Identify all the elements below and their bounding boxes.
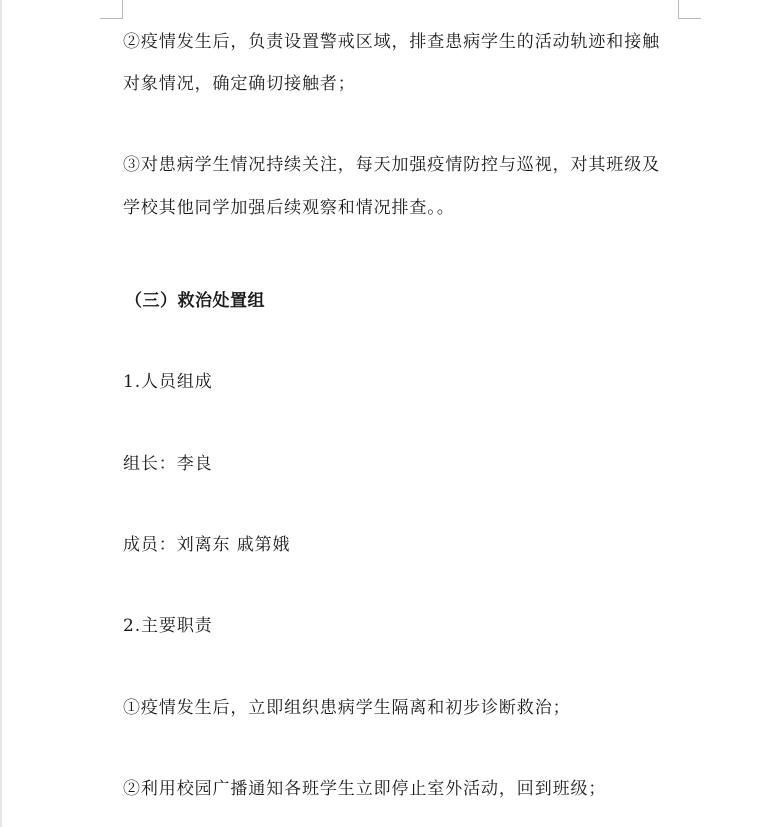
paragraph-line: 学校其他同学加强后续观察和情况排查。。 <box>123 198 455 218</box>
team-members-line: 成员：刘离东 戚第娥 <box>123 535 291 555</box>
page-left-edge <box>0 0 2 827</box>
paragraph-line: 对象情况，确定确切接触者； <box>123 74 356 94</box>
duty-item: ①疫情发生后，立即组织患病学生隔离和初步诊断救治； <box>123 698 571 718</box>
paragraph-line: ②疫情发生后，负责设置警戒区域，排查患病学生的活动轨迹和接触 <box>123 32 660 52</box>
team-leader-line: 组长：李良 <box>123 454 213 474</box>
section-heading: （三）救治处置组 <box>125 291 265 311</box>
margin-corner-mark-right <box>678 0 701 19</box>
duty-item: ②利用校园广播通知各班学生立即停止室外活动，回到班级； <box>123 779 607 799</box>
subsection-heading: 2.主要职责 <box>123 616 213 636</box>
subsection-heading: 1.人员组成 <box>123 372 213 392</box>
paragraph-line: ③对患病学生情况持续关注，每天加强疫情防控与巡视，对其班级及 <box>123 155 660 175</box>
margin-corner-mark-left <box>100 0 123 19</box>
